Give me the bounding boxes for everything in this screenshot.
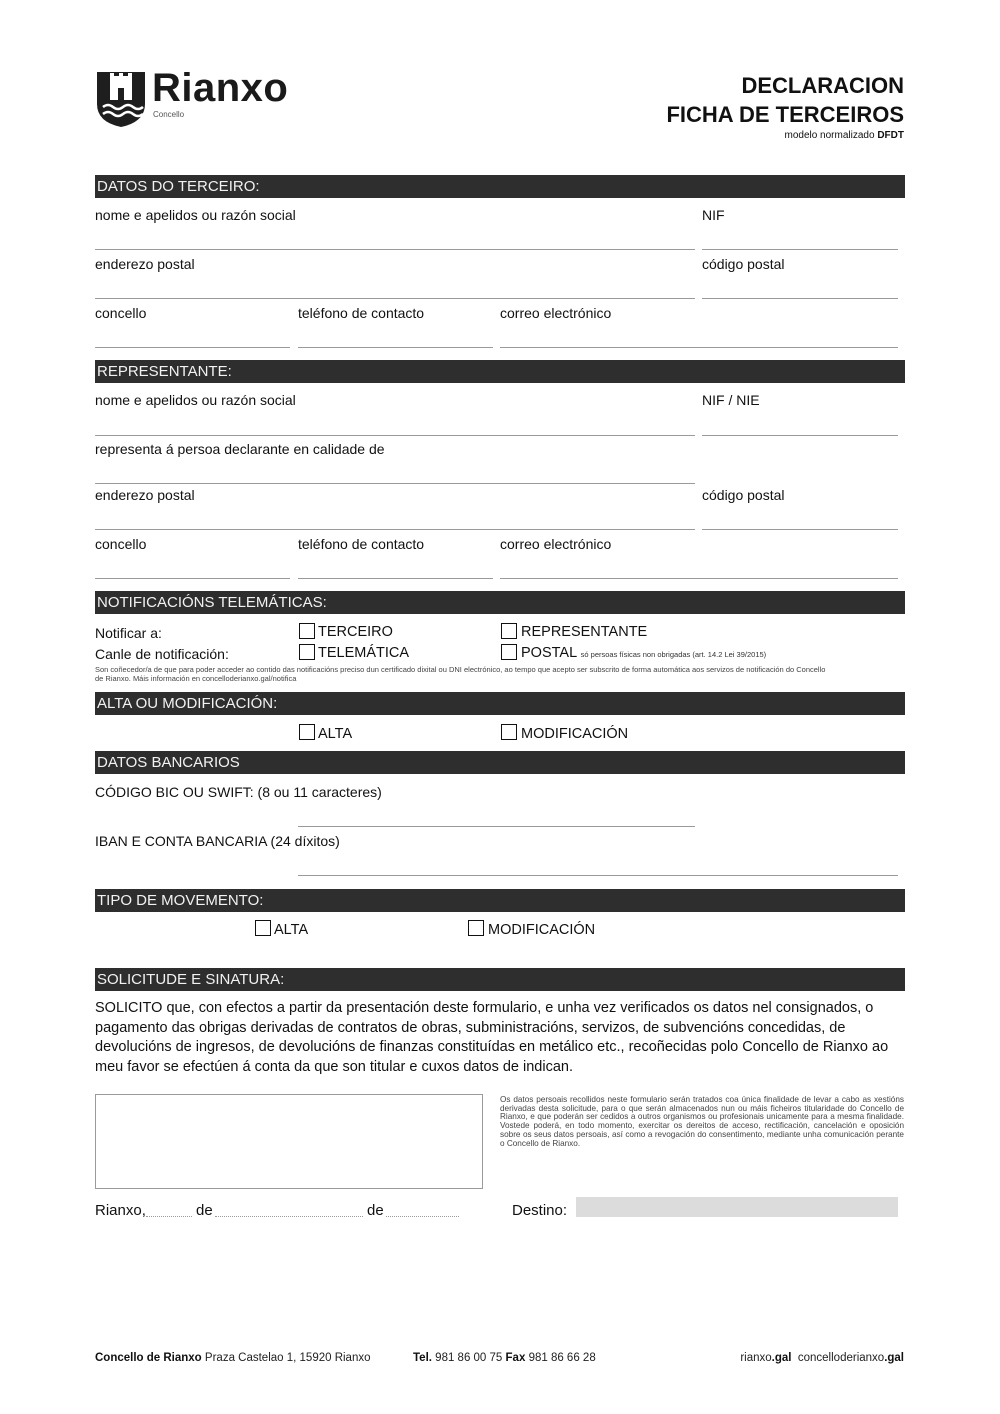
section-representante: REPRESENTANTE: [95,360,905,383]
alta-option-label: ALTA [318,726,353,742]
day-field[interactable] [146,1216,192,1217]
bic-field[interactable] [298,826,695,827]
footer-phone: Tel. 981 86 00 75 Fax 981 86 66 28 [413,1352,596,1364]
section-solicitude: SOLICITUDE E SINATURA: [95,968,905,991]
shield-logo-icon [95,70,147,128]
representante-checkbox[interactable] [501,623,517,639]
section-alta: ALTA OU MODIFICACIÓN: [95,692,905,715]
rep-cp-label: código postal [702,487,785,503]
postal-note: só persoas físicas non obrigadas (art. 14.2 Lei 39/2015) [580,650,767,659]
rep-telefono-field[interactable] [298,578,493,579]
destino-label: Destino: [512,1202,568,1219]
logo-name: Rianxo [152,66,289,110]
terceiro-checkbox[interactable] [299,623,315,639]
terceiro-nome-field[interactable] [95,249,695,250]
notificacions-disclaimer-1: Son coñecedor/a de que para poder acceder ao contido das notificacións preciso dun certificado dixital ou DNI electrónico, ao tempo que acepto ser subscrito de forma automática aos servizos de notificación do Concello [95,665,826,674]
section-terceiro: DATOS DO TERCEIRO: [95,175,905,198]
movemento-alta-label: ALTA [274,922,309,938]
movemento-modificacion-label: MODIFICACIÓN [488,922,596,938]
modificacion-option-label: MODIFICACIÓN [521,726,629,742]
terceiro-correo-label: correo electrónico [500,305,612,321]
footer-link-concello[interactable]: concelloderianxo.gal [797,1352,904,1364]
iban-field[interactable] [298,875,898,876]
rep-calidade-label: representa á persoa declarante en calidade de [95,441,385,457]
postal-option-label: POSTAL só persoas físicas non obrigadas (art. 14.2 Lei 39/2015) [521,645,767,661]
rep-nif-field[interactable] [702,435,898,436]
model-code: modelo normalizado DFDT [784,130,904,141]
section-movemento: TIPO DE MOVEMENTO: [95,889,905,912]
place-label: Rianxo, [95,1202,146,1219]
movemento-alta-checkbox[interactable] [255,920,271,936]
movemento-modificacion-checkbox[interactable] [468,920,484,936]
destino-field[interactable] [576,1197,898,1217]
terceiro-nif-label: NIF [702,207,725,223]
terceiro-cp-field[interactable] [702,298,898,299]
footer-link-rianxo[interactable]: rianxo.gal [740,1352,792,1364]
rep-concello-label: concello [95,536,147,552]
rep-nif-label: NIF / NIE [702,392,760,408]
rep-telefono-label: teléfono de contacto [298,536,425,552]
modificacion-checkbox[interactable] [501,724,517,740]
rep-correo-field[interactable] [500,578,898,579]
notificar-label: Notificar a: [95,625,162,641]
terceiro-nome-label: nome e apelidos ou razón social [95,207,296,223]
year-field[interactable] [386,1216,459,1217]
solicitude-text: SOLICITO que, con efectos a partir da presentación deste formulario, e unha vez verificados os datos nel consignados, o pagamento das obrigas derivadas de contratos de obras, subministracións, servizos, de subvencións concedidas, de devolucións de ingresos, de devolucións de finanzas constituídas en metálico etc., recoñecidas polo Concello de Rianxo ao meu favor se efectúen á conta da que son titular e cuxos datos de indican. [95,1000,889,1075]
logo-subtitle: Concello [153,110,185,119]
terceiro-cp-label: código postal [702,256,785,272]
month-field[interactable] [215,1216,363,1217]
logo [95,70,147,128]
rep-correo-label: correo electrónico [500,536,612,552]
terceiro-concello-field[interactable] [95,347,290,348]
rep-concello-field[interactable] [95,578,290,579]
rep-enderezo-label: enderezo postal [95,487,195,503]
terceiro-correo-field[interactable] [500,347,898,348]
privacy-notice: Os datos persoais recollidos neste formulario serán tratados coa única finalidade de levar a cabo as xestións derivadas desta solicitude, para o que serán almacenados nun ou máis ficheiros titularidade do Concello de Rianxo, e que poderán ser cedidos a outros organismos ou profesionais unicamente para a mesma finalidade. Vostede poderá, en todo momento, exercitar os dereitos de acceso, rectificación, cancelación e oposición sobre os seus datos persoais, así como a revogación do consentimento, mediante unha comunicación perante o Concello de Rianxo. [500,1095,904,1148]
bic-label: CÓDIGO BIC OU SWIFT: (8 ou 11 caracteres) [95,784,382,800]
telematica-checkbox[interactable] [299,644,315,660]
representante-option-label: REPRESENTANTE [521,624,648,640]
footer-web [740,1352,904,1364]
canle-label: Canle de notificación: [95,646,229,662]
terceiro-enderezo-label: enderezo postal [95,256,195,272]
terceiro-telefono-label: teléfono de contacto [298,305,425,321]
page-subtitle: FICHA DE TERCEIROS [666,102,904,127]
terceiro-concello-label: concello [95,305,147,321]
page-title: DECLARACION [741,73,904,98]
rep-calidade-field[interactable] [95,483,695,484]
section-bancarios: DATOS BANCARIOS [95,751,905,774]
rep-nome-field[interactable] [95,435,695,436]
date-de-2: de [367,1202,384,1219]
rep-enderezo-field[interactable] [95,529,695,530]
date-de-1: de [196,1202,213,1219]
notificacions-disclaimer-2: de Rianxo. Máis información en concelloderianxo.gal/notifica [95,674,297,683]
terceiro-option-label: TERCEIRO [318,624,393,640]
alta-checkbox[interactable] [299,724,315,740]
footer-address: Concello de Rianxo Praza Castelao 1, 15920 Rianxo [95,1352,371,1364]
terceiro-telefono-field[interactable] [298,347,493,348]
terceiro-nif-field[interactable] [702,249,898,250]
section-notificacions: NOTIFICACIÓNS TELEMÁTICAS: [95,591,905,614]
rep-nome-label: nome e apelidos ou razón social [95,392,296,408]
signature-box[interactable] [95,1094,483,1189]
iban-label: IBAN E CONTA BANCARIA (24 díxitos) [95,833,340,849]
postal-checkbox[interactable] [501,644,517,660]
terceiro-enderezo-field[interactable] [95,298,695,299]
telematica-option-label: TELEMÁTICA [318,645,410,661]
rep-cp-field[interactable] [702,529,898,530]
